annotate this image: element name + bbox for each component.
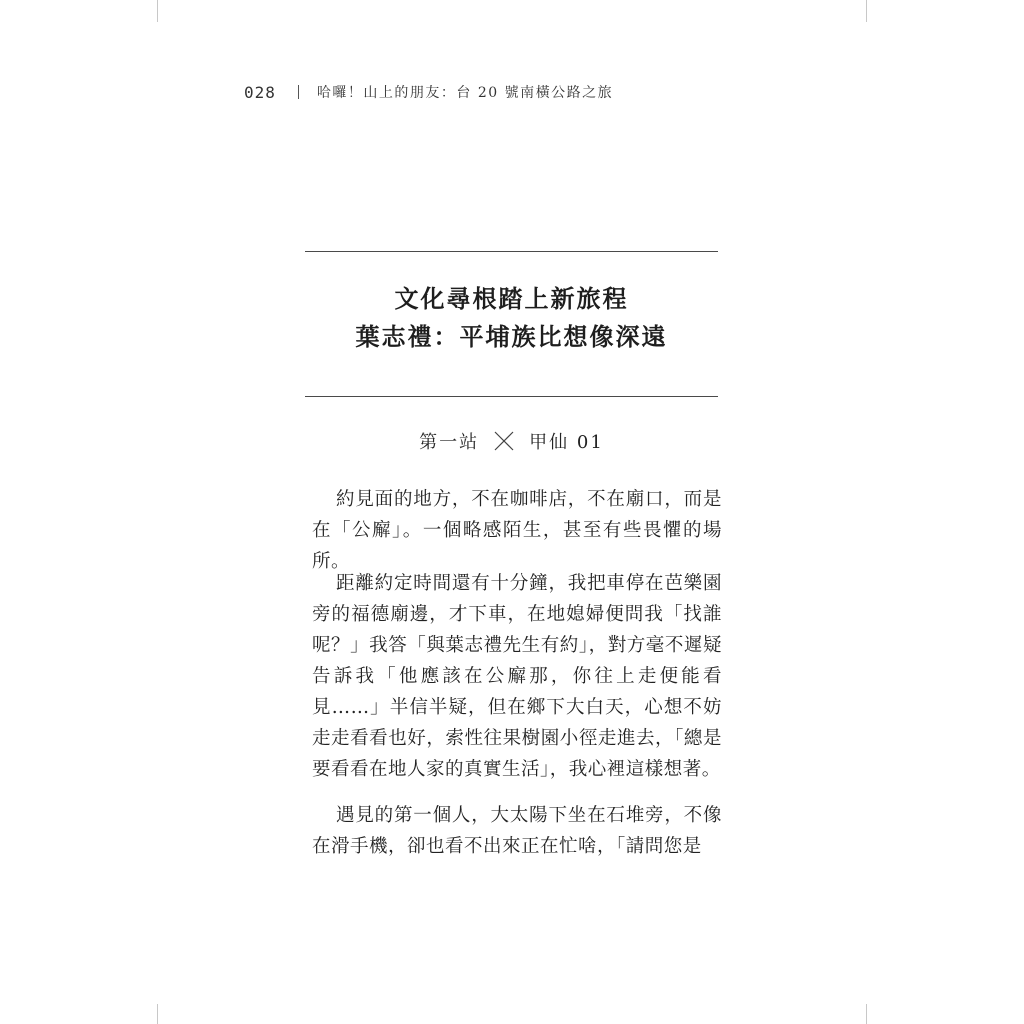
running-head-divider	[298, 85, 299, 99]
running-head	[244, 80, 613, 104]
paragraph-text: 距離約定時間還有十分鐘，我把車停在芭樂園旁的福德廟邊，才下車，在地媳婦便問我「找誰呢？」我答「與葉志禮先生有約」，對方毫不遲疑告訴我「他應該在公廨那，你往上走便能看見……」半信半疑，但在鄉下大白天，心想不妨走走看看也好，索性往果樹園小徑走進去，「總是要看看在地人家的真實生活」，我心裡這樣想著。	[312, 573, 722, 780]
book-title: 哈囉！山上的朋友：台 20 號南橫公路之旅	[316, 85, 614, 101]
crop-mark-bottom-right	[866, 1004, 867, 1024]
paragraph-text: 遇見的第一個人，大太陽下坐在石堆旁，不像在滑手機，卻也看不出來正在忙啥，「請問您是	[312, 805, 722, 857]
section-label-right: 甲仙 01	[529, 432, 604, 453]
page-number: 028	[244, 82, 276, 102]
title-bottom-rule	[305, 396, 718, 397]
section-label-left: 第一站	[419, 432, 480, 453]
body-paragraph-1	[312, 484, 722, 577]
cross-icon	[493, 430, 515, 452]
body-paragraph-2	[312, 568, 722, 785]
crop-mark-top-left	[157, 0, 158, 22]
crop-mark-top-right	[866, 0, 867, 22]
title-top-rule	[305, 251, 718, 252]
chapter-title-line2: 葉志禮：平埔族比想像深遠	[355, 322, 668, 351]
section-heading	[305, 428, 718, 454]
chapter-title-line1: 文化尋根踏上新旅程	[394, 284, 629, 313]
body-paragraph-3	[312, 800, 722, 862]
chapter-title	[305, 280, 718, 356]
crop-mark-bottom-left	[157, 1004, 158, 1024]
paragraph-text: 約見面的地方，不在咖啡店，不在廟口，而是在「公廨」。一個略感陌生，甚至有些畏懼的場所。	[312, 489, 722, 572]
